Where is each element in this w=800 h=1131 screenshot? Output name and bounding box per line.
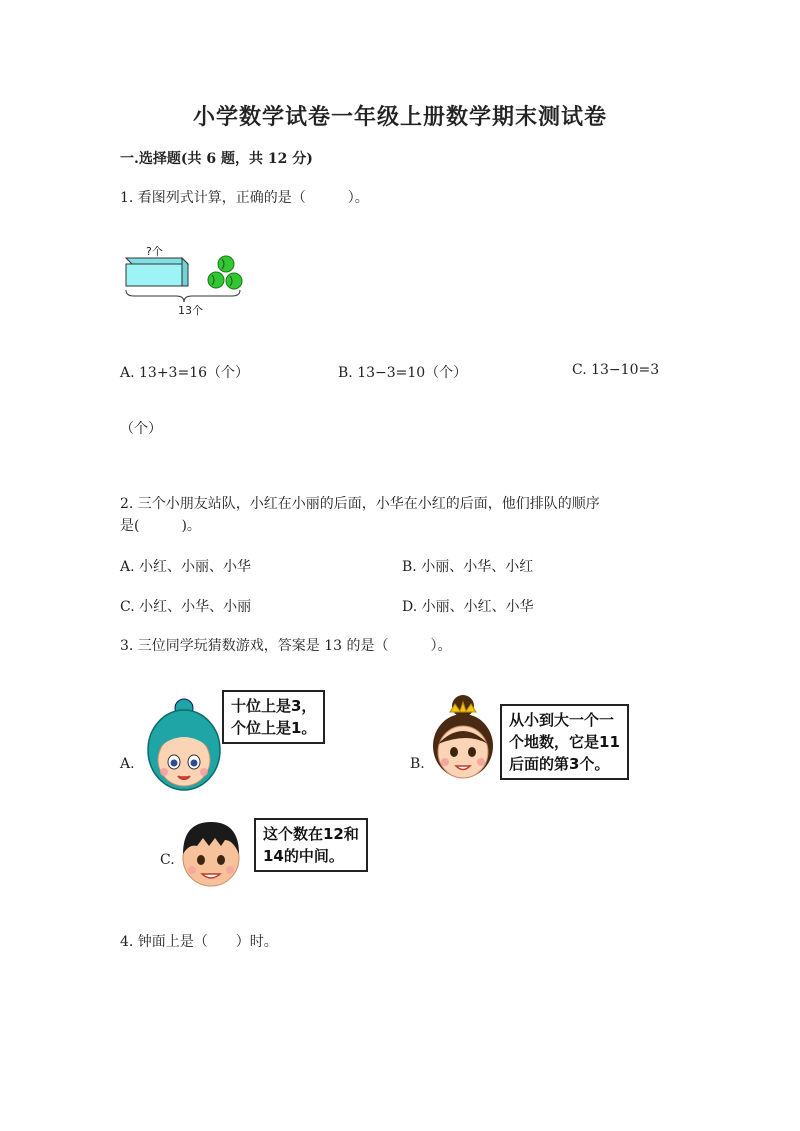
q3-option-a-label: A. [120, 756, 135, 772]
total-brace [126, 290, 240, 302]
q1-stem: 1. 看图列式计算，正确的是（ ）。 [120, 190, 369, 206]
q2-stem-line2: 是( )。 [120, 518, 201, 534]
girl-teal-hair-icon [144, 698, 224, 794]
box-front-face [126, 264, 182, 286]
q2-option-c: C. 小红、小华、小丽 [120, 599, 252, 615]
section-heading: 一.选择题(共 6 题，共 12 分) [120, 151, 313, 167]
q4-stem: 4. 钟面上是（ ）时。 [120, 934, 278, 950]
ball [208, 272, 224, 288]
q1-figure [120, 240, 260, 320]
ball [218, 256, 234, 272]
q3-stem: 3. 三位同学玩猜数游戏，答案是 13 的是（ ）。 [120, 638, 452, 654]
q1-option-c: C. 13−10=3 [572, 362, 660, 378]
q3-option-c-label: C. [160, 852, 175, 868]
page-title: 小学数学试卷一年级上册数学期末测试卷 [192, 104, 607, 130]
box-side-face [182, 258, 188, 286]
q3-option-b-label: B. [410, 756, 425, 772]
unknown-count-label: ?个 [146, 245, 163, 258]
q2-option-b: B. 小丽、小华、小红 [402, 559, 534, 575]
q1-option-a: A. 13+3=16（个） [120, 365, 250, 381]
girl-crown-icon [430, 694, 496, 784]
q1-option-b: B. 13−3=10（个） [338, 365, 468, 381]
total-count-label: 13个 [178, 304, 203, 317]
boy-icon [178, 818, 244, 890]
q3-option-b-speech-bubble: 从小到大一个一 个地数，它是11 后面的第3个。 [500, 704, 629, 780]
q2-option-d: D. 小丽、小红、小华 [402, 599, 534, 615]
q1-option-c-unit: （个） [120, 421, 162, 437]
q2-option-a: A. 小红、小丽、小华 [120, 559, 252, 575]
q2-stem-line1: 2. 三个小朋友站队，小红在小丽的后面，小华在小红的后面，他们排队的顺序 [120, 496, 600, 512]
q3-option-a-speech-bubble: 十位上是3， 个位上是1。 [222, 690, 325, 744]
q3-option-c-speech-bubble: 这个数在12和 14的中间。 [254, 818, 368, 872]
ball [226, 273, 242, 289]
